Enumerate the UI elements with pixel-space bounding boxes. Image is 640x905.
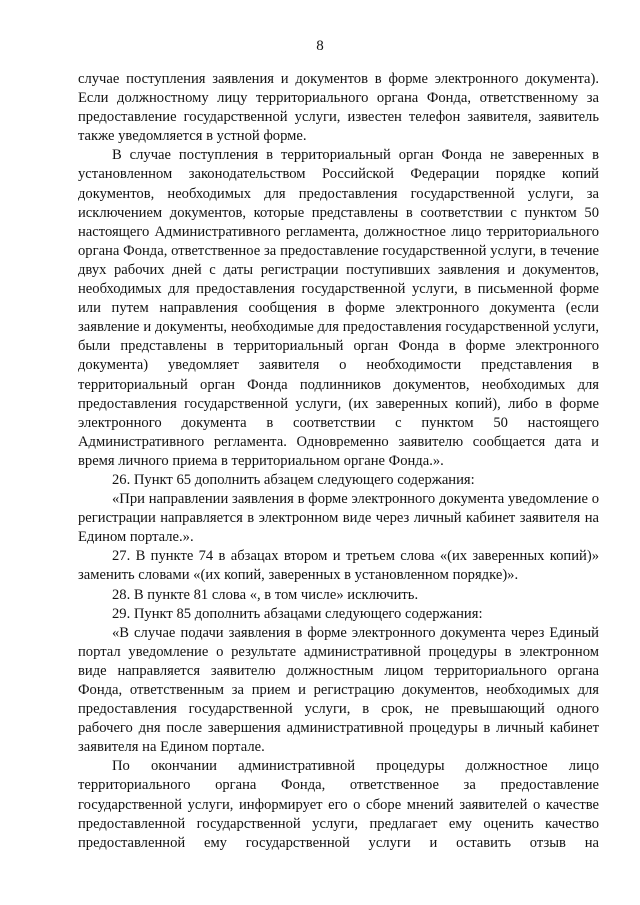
paragraph-item-27: 27. В пункте 74 в абзацах втором и третьем слова «(их заверенных копий)» заменить словами «(их копий, заверенных в установленном порядке)». [78,548,599,584]
paragraph-continuation: случае поступления заявления и документов в форме электронного документа). Если должностному лицу территориального органа Фонда, ответственному за предоставление государственной услуги, известен телефон заявителя, заявитель также уведомляется в устной форме. [78,71,599,145]
paragraph-item-28: 28. В пункте 81 слова «, в том числе» исключить. [112,586,419,603]
paragraph-item-26: 26. Пункт 65 дополнить абзацем следующего содержания: [112,471,475,488]
paragraph-item-29-text: «В случае подачи заявления в форме электронного документа через Единый портал уведомление о результате административной процедуры в электронном виде направляется заявителю должностным лицом территориального органа Фонда, ответственным за прием и регистрацию документов, необходимых для предоставления государственной услуги, в срок, не превышающий одного рабочего дня после завершения административной процедуры в личный кабинет заявителя на Едином портале. [78,624,599,756]
paragraph-feedback: По окончании административной процедуры должностное лицо территориального органа Фонда, ответственное за предоставление государственной услуги, информирует его о сборе мнений заявителей о качестве предоставленной государственной услуги, предлагает ему оценить качество предоставленной ему государственной услуги и оставить отзыв на [78,758,599,851]
document-body [78,70,599,853]
paragraph-item-29: 29. Пункт 85 дополнить абзацами следующего содержания: [112,605,483,622]
paragraph-uncertified-copies: В случае поступления в территориальный орган Фонда не заверенных в установленном законодательством Российской Федерации порядке копий документов, необходимых для предоставления государственной услуги, за исключением документов, которые представлены в соответствии с пунктом 50 настоящего Административного регламента, должностное лицо территориального органа Фонда, ответственное за предоставление государственной услуги, в течение двух рабочих дней с даты регистрации поступивших заявления и документов, необходимых для предоставления государственной услуги, в письменной форме или путем направления сообщения в форме электронного документа (если заявление и документы, необходимые для предоставления государственной услуги, были представлены в территориальный орган Фонда в форме электронного документа) уведомляет заявителя о необходимости представления в территориальный орган Фонда подлинников документов, необходимых для предоставления государственной услуги, (их заверенных копий), либо в форме электронного документа в соответствии с пунктом 50 настоящего Административного регламента. Одновременно заявителю сообщается дата и время личного приема в территориальном органе Фонда.». [78,147,599,469]
page-number: 8 [316,38,324,54]
paragraph-item-26-text: «При направлении заявления в форме электронного документа уведомление о регистрации направляется в электронном виде через личный кабинет заявителя на Едином портале.». [78,491,599,546]
